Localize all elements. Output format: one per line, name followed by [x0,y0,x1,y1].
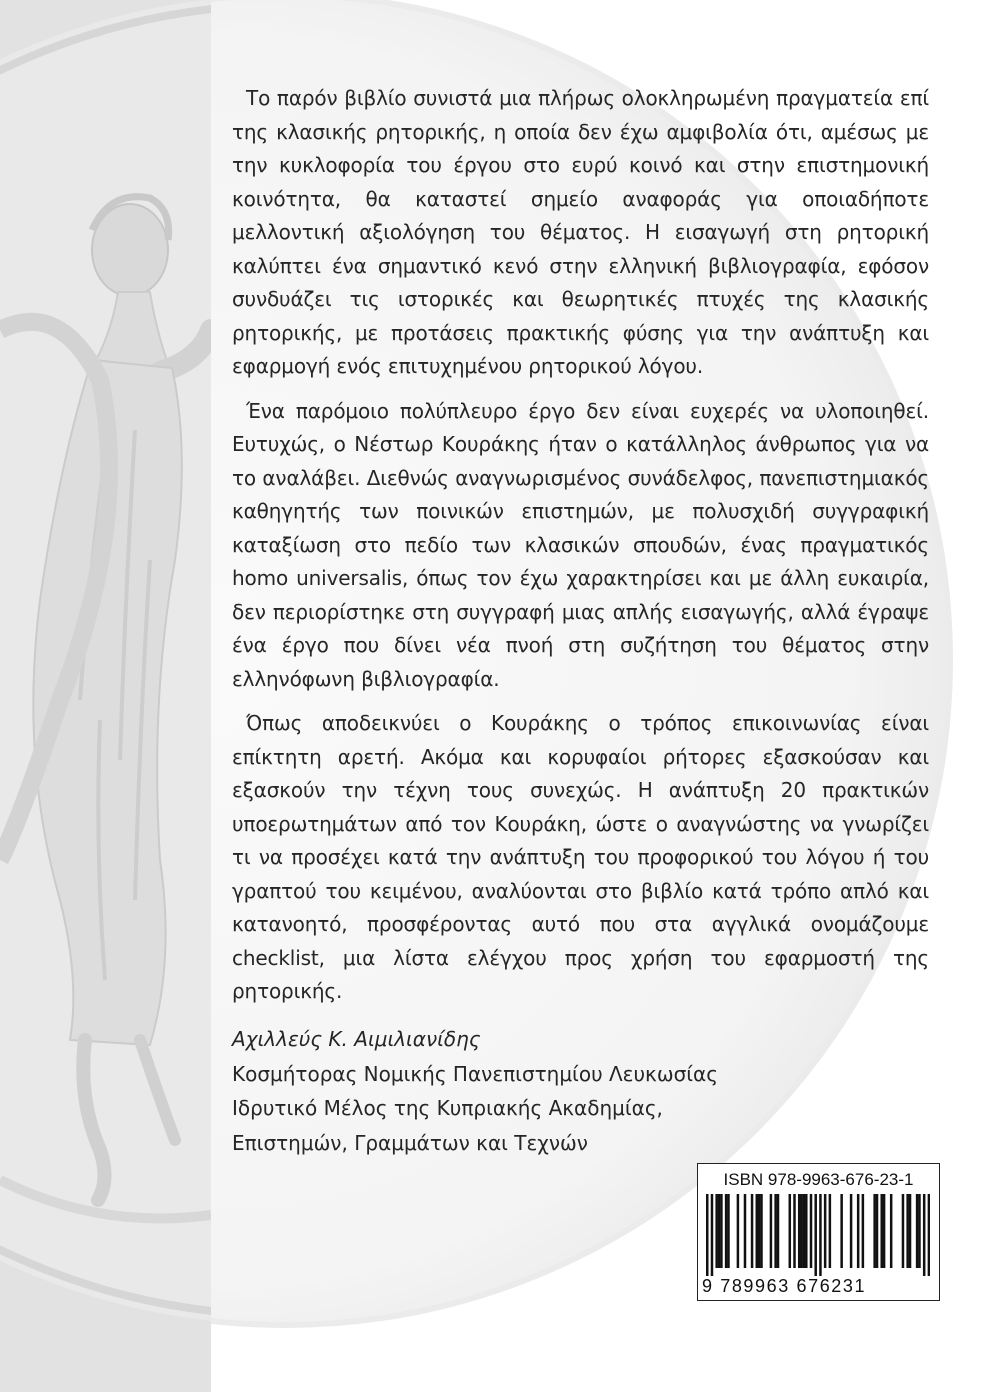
barcode-bar [876,1194,879,1268]
barcode-bar [909,1194,912,1268]
barcode-bar [725,1194,728,1268]
barcode-bar [916,1194,919,1268]
barcode-bar [803,1194,806,1268]
barcode-bar [840,1194,843,1268]
blurb-paragraph: Όπως αποδεικνύει ο Κουράκης ο τρόπος επικοινωνίας είναι επίκτητη αρετή. Ακόμα και κορυφαίοι ρήτορες εξασκούσαν και εξασκούν την τέχνη τους συνεχώς. Η ανάπτυξη 20 πρακτικών υποερωτημάτων από τον Κουράκη, ώστε ο αναγνώστης να γνωρίζει τι να προσέχει κατά την ανάπτυξη του προφορικού του λόγου ή του γραπτού του κειμένου, αναλύονται στο βιβλίο κατά τρόπο απλό και κατανοητό, προσφέροντας αυτό που στα αγγλικά ονομάζουμε checklist, μια λίστα ελέγχου προς χρήση του εφαρμοστή της ρητορικής. [232,711,929,1003]
barcode-bar [711,1194,714,1276]
barcode-icon [706,1194,930,1276]
barcode-bar [883,1194,886,1268]
author-title-line: Επιστημών, Γραμμάτων και Τεχνών [232,1130,588,1155]
barcode-bar [758,1194,761,1268]
barcode-bar [737,1194,740,1268]
barcode-bar [918,1194,921,1268]
barcode-bar [819,1194,822,1276]
author-name: Αχιλλεύς Κ. Αιμιλιανίδης [232,1027,481,1051]
barcode-bar [756,1194,759,1268]
barcode-bar [890,1194,893,1268]
barcode-bar [928,1194,930,1276]
barcode-bar [774,1194,777,1268]
barcode-bar [810,1194,813,1268]
barcode-bar [857,1194,860,1268]
isbn-label: ISBN 978-9963-676-23-1 [723,1170,914,1189]
barcode-bar [751,1194,754,1268]
blurb-paragraph: Το παρόν βιβλίο συνιστά μια πλήρως ολοκληρωμένη πραγματεία επί της κλασικής ρητορικής, η οποία δεν έχω αμφιβολία ότι, αμέσως με την κυκλοφορία του έργου στο ευρύ κοινό και στην επιστημονική κοινότητα, θα καταστεί σημείο αναφοράς για οποιαδήποτε μελλοντική αξιολόγηση του θέματος. Η εισαγωγή στη ρητορική καλύπτει ένα σημαντικό κενό στην ελληνική βιβλιογραφία, εφόσον συνδυάζει τις ιστορικές και θεωρητικές πτυχές της κλασικής ρητορικής, με προτάσεις πρακτικής φύσης για την ανάπτυξη και εφαρμογή ενός επιτυχημένου ρητορικού λόγου. [232,86,929,378]
barcode-bar [829,1194,832,1268]
isbn-digits: 9 789963 676231 [702,1276,867,1296]
isbn-barcode-box [697,1163,940,1301]
barcode-bar [706,1194,709,1276]
barcode-bar [789,1194,792,1268]
author-title-line: Κοσμήτορας Νομικής Πανεπιστημίου Λευκωσίας [232,1061,718,1086]
author-title-line: Ιδρυτικό Μέλος της Κυπριακής Ακαδημίας, [232,1096,663,1120]
barcode-bar [800,1194,803,1268]
barcode-bar [718,1194,721,1268]
barcode-bar [777,1194,780,1268]
barcode-bar [760,1194,763,1268]
signature-block [232,1022,718,1160]
blurb-text [232,82,929,1020]
barcode-bar [744,1194,747,1268]
barcode-bar [798,1194,801,1268]
barcode-bar [720,1194,723,1268]
barcode-bar [793,1194,796,1268]
barcode-bar [906,1194,909,1268]
barcode-bar [805,1194,808,1268]
barcode-bar [727,1194,730,1268]
barcode-bar [880,1194,883,1268]
barcode-bar [862,1194,865,1268]
barcode-bar [902,1194,905,1268]
blurb-paragraph: Ένα παρόμοιο πολύπλευρο έργο δεν είναι ευχερές να υλοποιηθεί. Ευτυχώς, ο Νέστωρ Κουράκης ήταν ο κατάλληλος άνθρωπος για να το αναλάβει. Διεθνώς αναγνωρισμένος συνάδελφος, πανεπιστημιακός καθηγητής των ποινικών επιστημών, με πολυσχιδή συγγραφική καταξίωση στο πεδίο των κλασικών σπουδών, ένας πραγματικός homo universalis, όπως τον έχω χαρακτηρίσει και με άλλη ευκαιρία, δεν περιορίστηκε στη συγγραφή μιας απλής εισαγωγής, αλλά έγραψε ένα έργο που δίνει νέα πνοή στη συζήτηση του θέματος στην ελληνόφωνη βιβλιογραφία. [232,398,929,691]
barcode-bar [814,1194,817,1276]
barcode-bar [715,1194,718,1268]
barcode-bar [770,1194,773,1268]
barcode-bar [824,1194,827,1268]
barcode-bar [923,1194,926,1276]
barcode-bar [873,1194,876,1268]
barcode-bar [850,1194,853,1268]
